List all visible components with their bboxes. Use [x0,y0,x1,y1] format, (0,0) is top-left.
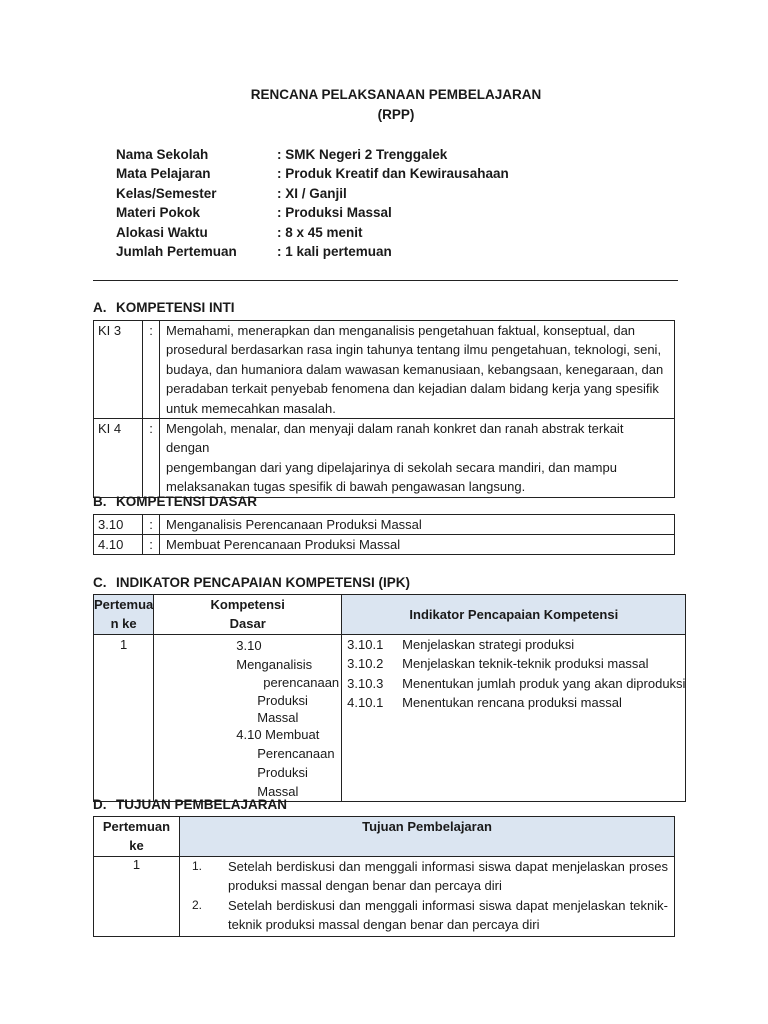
separator: : [143,321,160,419]
info-value: : XI / Ganjil [277,185,347,201]
table-header-row [94,817,675,857]
identity-block [116,145,509,261]
kd-line: Produksi [257,764,308,780]
separator: : [143,515,160,535]
separator: : [143,535,160,555]
indicator-text: Menjelaskan strategi produksi [402,636,575,652]
divider-line [93,280,678,281]
header-line: n ke [110,616,137,632]
learning-objectives-table [93,816,675,937]
header-line: Pertemua [94,597,154,612]
text-line: Memahami, menerapkan dan menganalisis pengetahuan faktual, konseptual, dan [166,323,636,338]
indicator-text: Menentukan rencana produksi massal [402,695,622,711]
goal-number: 2. [192,897,203,912]
text-line: budaya, dan humaniora dalam wawasan kemanusiaan, kebangsaan, kenegaraan, dan [166,361,664,377]
indicator-number: 4.10.1 [347,695,384,711]
table-header-row [94,595,686,635]
section-heading-d [93,797,287,812]
kd-line: Massal [257,710,299,726]
section-letter: A. [93,300,107,315]
table-row [94,515,675,535]
text-line: prosedural berdasarkan rasa ingin tahunya tentang ilmu pengetahuan, teknologi, seni, [166,342,662,358]
info-value: : Produk Kreatif dan Kewirausahaan [277,166,509,182]
kd-cell [154,634,342,802]
goal-number: 1. [192,858,203,873]
goal-item [180,857,674,896]
indicator-number: 3.10.2 [347,656,384,672]
section-heading-c [93,575,410,590]
info-row [116,203,509,222]
meeting-number: 1 [94,856,180,937]
core-competence-table [93,320,675,498]
table-row [94,321,675,419]
kd-line: Perencanaan [257,746,335,761]
ki-code: KI 4 [94,419,143,498]
indicator-item [347,674,685,693]
header-line: ke [129,838,144,854]
info-row [116,242,509,261]
text-line: melaksanakan tugas spesifik di bawah pengawasan langsung. [166,479,526,495]
ki-description [160,419,675,498]
kd-line: perencanaan [263,675,340,691]
kd-description: Menganalisis Perencanaan Produksi Massal [160,515,675,535]
column-header-goal: Tujuan Pembelajaran [180,817,675,857]
section-letter: B. [93,494,107,509]
goal-text: Setelah berdiskusi dan menggali informasi siswa dapat menjelaskan teknik-teknik produksi massal dengan benar dan percaya diri [228,897,668,933]
separator: : [143,419,160,498]
column-header-indicator: Indikator Pencapaian Kompetensi [342,595,686,635]
header-line: Pertemuan [102,819,171,834]
column-header-meeting [94,817,180,857]
info-row [116,164,509,183]
indicator-text: Menjelaskan teknik-teknik produksi massal [402,656,649,672]
info-label: Mata Pelajaran [116,166,211,182]
table-row [94,535,675,555]
info-label: Kelas/Semester [116,185,217,201]
header-line: Dasar [229,616,266,632]
info-row [116,184,509,203]
basic-competence-table [93,514,675,555]
indicator-number: 3.10.3 [347,675,384,691]
header-line: Kompetensi [210,597,285,612]
section-title: KOMPETENSI DASAR [116,494,258,509]
column-header-kd [154,595,342,635]
indicator-text: Menentukan jumlah produk yang akan diproduksi [402,675,686,691]
info-row [116,223,509,242]
info-value: : 1 kali pertemuan [277,243,392,259]
text-line: Mengolah, menalar, dan menyaji dalam ranah konkret dan ranah abstrak terkait dengan [166,421,624,456]
section-heading-b [93,494,257,509]
indicator-item [347,635,685,654]
info-label: Materi Pokok [116,205,201,221]
indicator-item [347,654,685,673]
ki-description [160,321,675,419]
kd-line: 4.10 Membuat [236,727,320,743]
section-heading-a [93,300,235,315]
text-line: pengembangan dari yang dipelajarinya di sekolah secara mandiri, dan mampu [166,459,617,475]
text-line: untuk memecahkan masalah. [166,400,336,416]
table-row [94,856,675,937]
kd-description: Membuat Perencanaan Produksi Massal [160,535,675,555]
table-row [94,419,675,498]
info-value: : 8 x 45 menit [277,224,363,240]
kd-line: Massal [257,783,299,799]
section-title: INDIKATOR PENCAPAIAN KOMPETENSI (IPK) [116,575,411,590]
kd-line: 3.10 Menganalisis [236,637,313,672]
goal-item [180,896,674,935]
goal-cell [180,856,675,937]
indicator-table [93,594,686,802]
goal-text: Setelah berdiskusi dan menggali informasi siswa dapat menjelaskan proses produksi massal dengan benar dan percaya diri [228,858,668,894]
section-letter: D. [93,797,107,812]
column-header-meeting [94,595,154,635]
text-line: peradaban terkait penyebab fenomena dan kejadian dalam bidang kerja yang spesifik [166,381,659,397]
ki-code: KI 3 [94,321,143,419]
info-label: Jumlah Pertemuan [116,243,237,259]
info-label: Nama Sekolah [116,147,209,162]
info-value: : Produksi Massal [277,205,392,221]
kd-line: Produksi [257,693,308,709]
document-title: RENCANA PELAKSANAAN PEMBELAJARAN [250,87,542,102]
indicator-item [347,693,685,712]
kd-code: 4.10 [94,535,143,555]
table-row [94,634,686,802]
info-value: : SMK Negeri 2 Trenggalek [277,147,448,162]
document-subtitle: (RPP) [377,107,415,122]
section-title: TUJUAN PEMBELAJARAN [116,797,288,812]
kd-code: 3.10 [94,515,143,535]
info-row [116,145,509,164]
info-label: Alokasi Waktu [116,224,208,240]
meeting-number: 1 [94,634,154,802]
indicator-cell [342,634,686,802]
section-title: KOMPETENSI INTI [116,300,235,315]
section-letter: C. [93,575,107,590]
indicator-number: 3.10.1 [347,636,384,652]
